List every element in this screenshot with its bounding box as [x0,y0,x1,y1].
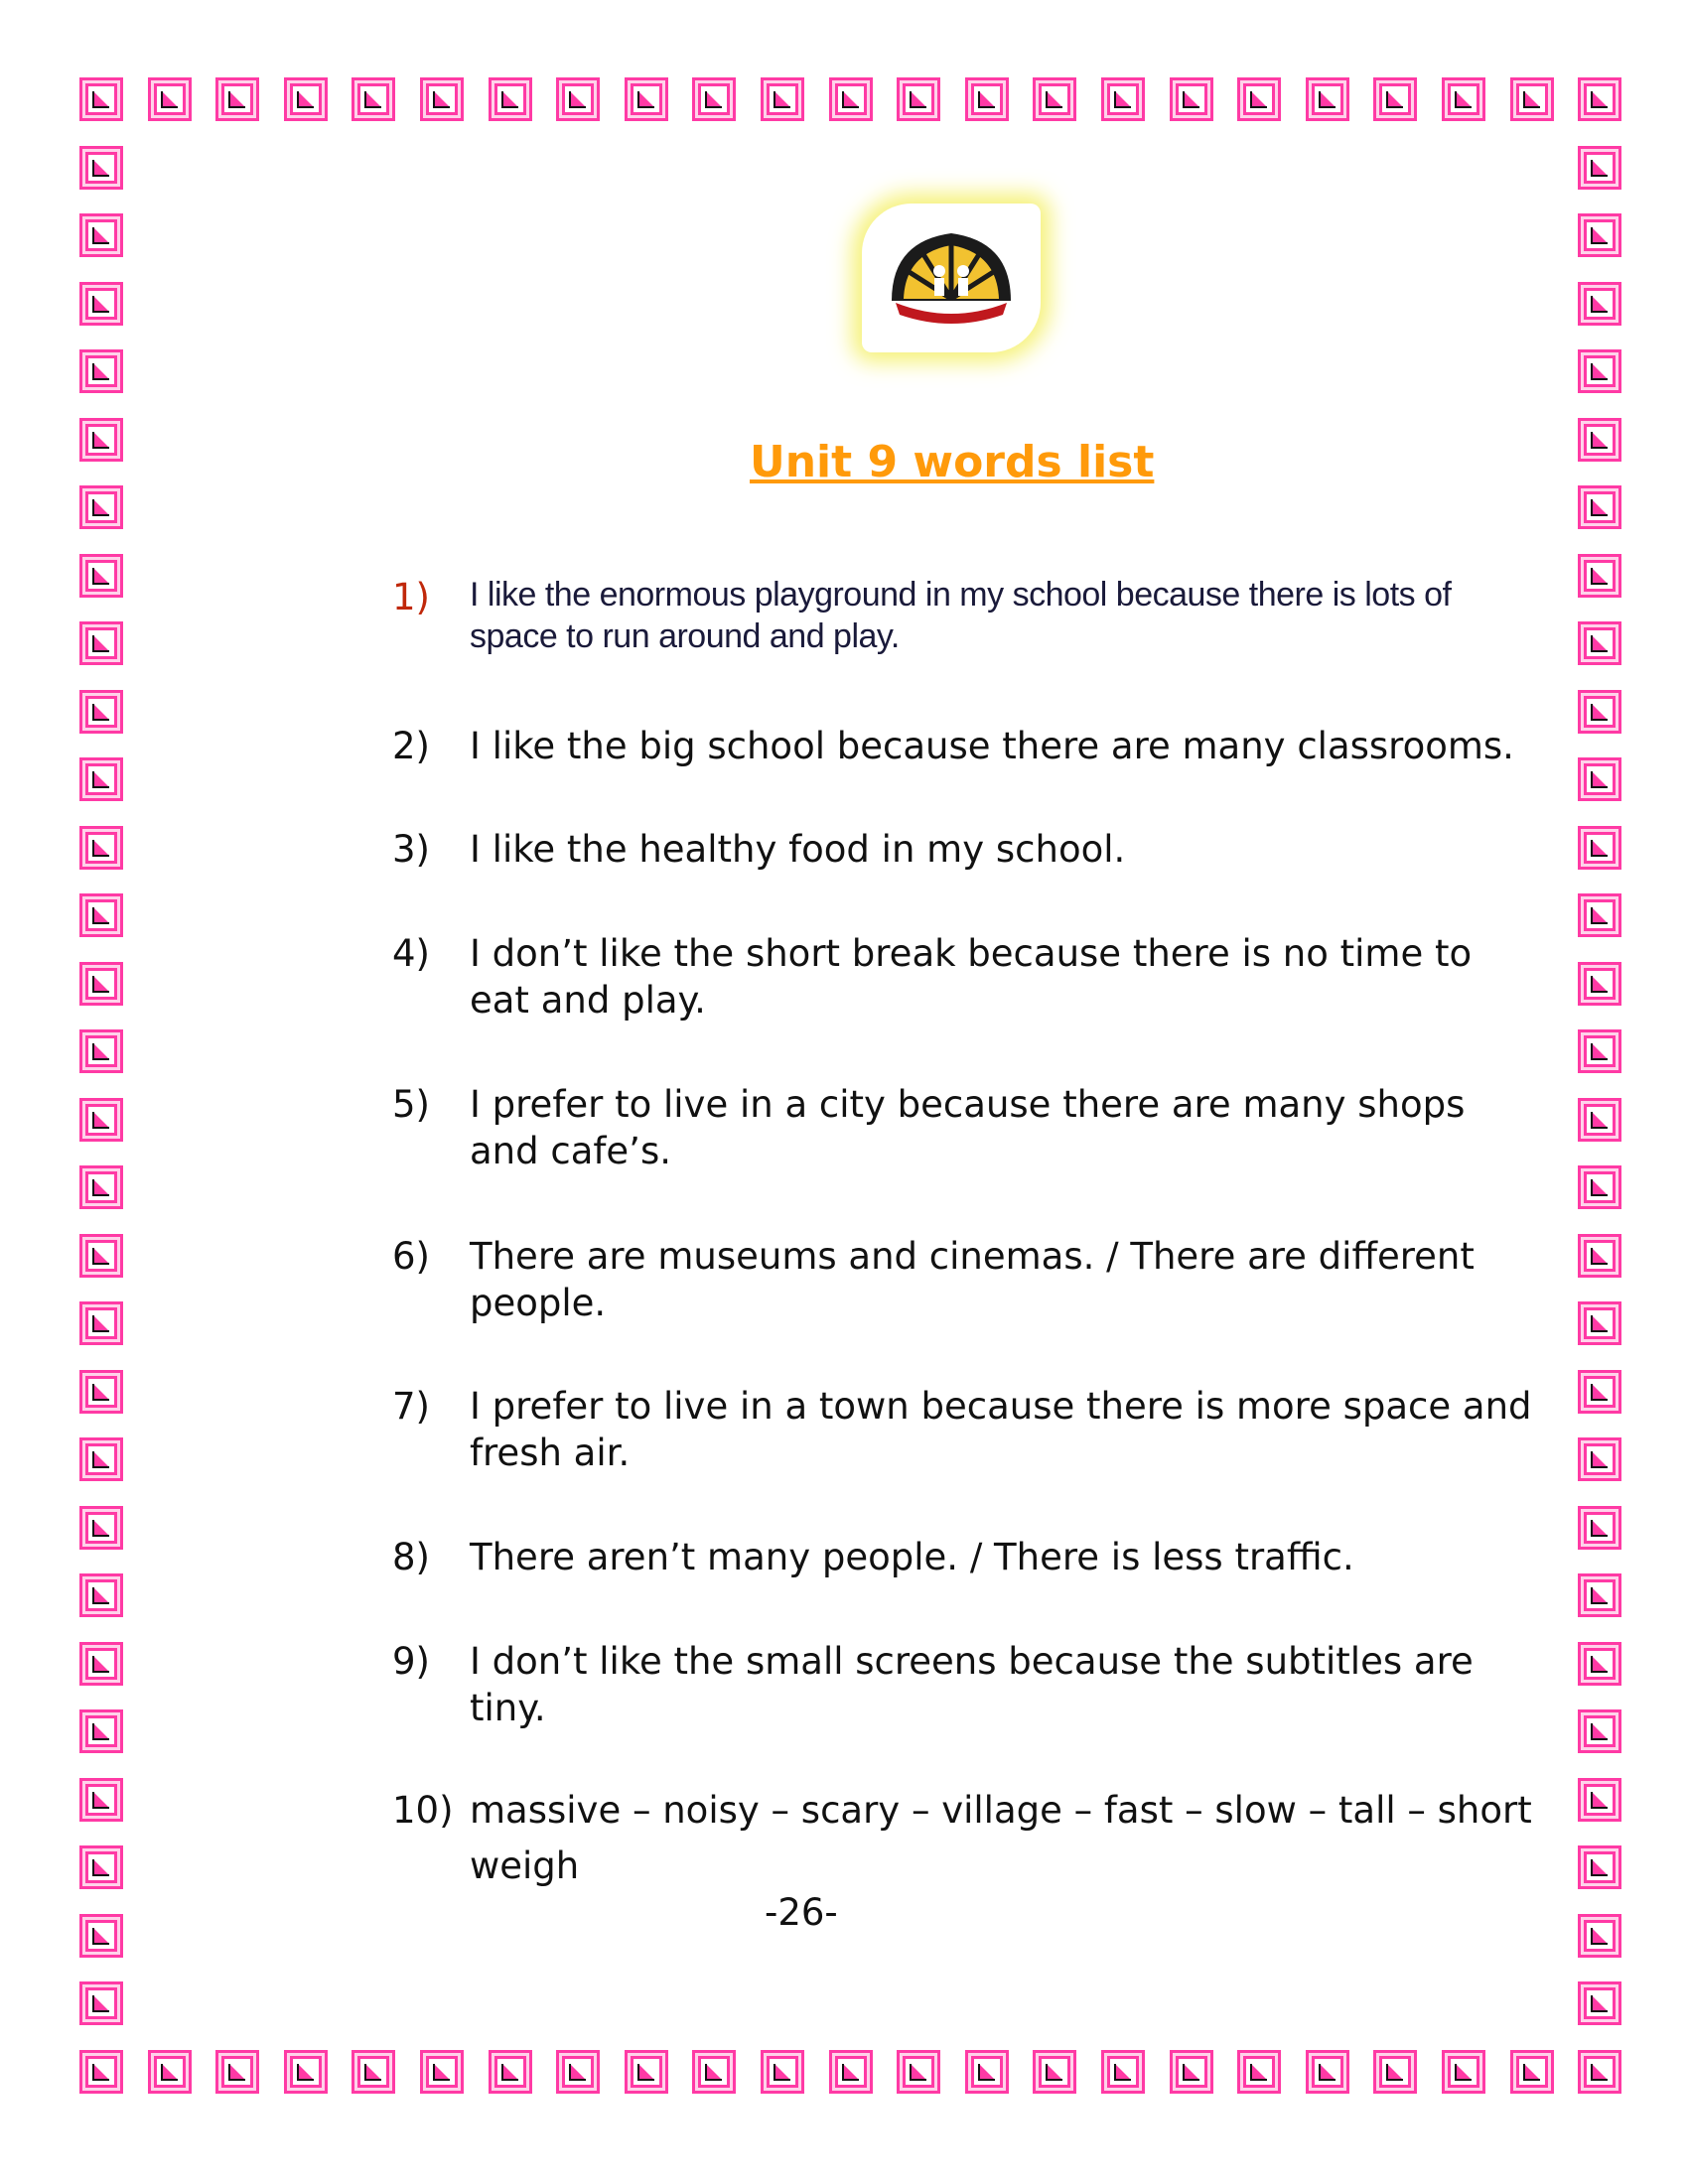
square-diagonal-icon [1578,1437,1621,1481]
square-diagonal-icon [1578,1234,1621,1278]
list-item-text: There are museums and cinemas. / There are different people. [470,1235,1475,1324]
square-diagonal-icon [79,1234,123,1278]
square-diagonal-icon [1578,349,1621,393]
square-diagonal-icon [829,77,873,121]
square-diagonal-icon [1578,826,1621,870]
square-diagonal-icon [1578,1914,1621,1958]
square-diagonal-icon [79,213,123,257]
square-diagonal-icon [79,757,123,801]
square-diagonal-icon [79,1709,123,1753]
square-diagonal-icon [1578,893,1621,937]
square-diagonal-icon [79,962,123,1006]
square-diagonal-icon [1578,213,1621,257]
page-number: -26- [765,1891,838,1934]
square-diagonal-icon [1578,77,1621,121]
list-item-text: I don’t like the small screens because the subtitles are tiny. [470,1640,1474,1729]
square-diagonal-icon [1237,77,1281,121]
square-diagonal-icon [352,2050,395,2094]
square-diagonal-icon [1578,1642,1621,1686]
square-diagonal-icon [1033,2050,1076,2094]
square-diagonal-icon [761,2050,804,2094]
list-item-number: 6) [392,1235,430,1278]
square-diagonal-icon [1578,1573,1621,1617]
square-diagonal-icon [1578,485,1621,529]
square-diagonal-icon [761,77,804,121]
square-diagonal-icon [1170,77,1213,121]
square-diagonal-icon [79,1506,123,1550]
square-diagonal-icon [79,349,123,393]
square-diagonal-icon [79,621,123,665]
square-diagonal-icon [1578,621,1621,665]
square-diagonal-icon [1578,554,1621,598]
list-item-number: 3) [392,828,430,871]
list-item-number: 7) [392,1385,430,1428]
square-diagonal-icon [79,1370,123,1414]
school-logo [862,204,1041,352]
list-item-number: 4) [392,932,430,975]
square-diagonal-icon [79,282,123,326]
list-item-number: 1) [392,576,430,618]
list-item-text: massive – noisy – scary – village – fast – slow – tall – short weigh [470,1789,1532,1887]
square-diagonal-icon [79,554,123,598]
square-diagonal-icon [1578,1165,1621,1209]
square-diagonal-icon [1578,2050,1621,2094]
square-diagonal-icon [1578,1981,1621,2025]
list-item-text: I like the healthy food in my school. [470,828,1126,871]
square-diagonal-icon [1306,2050,1349,2094]
square-diagonal-icon [148,2050,192,2094]
square-diagonal-icon [79,1845,123,1889]
square-diagonal-icon [79,1301,123,1345]
square-diagonal-icon [1578,1778,1621,1822]
square-diagonal-icon [1578,146,1621,190]
square-diagonal-icon [1578,690,1621,734]
square-diagonal-icon [79,485,123,529]
square-diagonal-icon [1170,2050,1213,2094]
square-diagonal-icon [79,1778,123,1822]
square-diagonal-icon [1578,1709,1621,1753]
square-diagonal-icon [1442,77,1485,121]
square-diagonal-icon [1101,77,1145,121]
square-diagonal-icon [79,1914,123,1958]
list-item-number: 10) [392,1789,454,1832]
square-diagonal-icon [420,77,464,121]
square-diagonal-icon [1442,2050,1485,2094]
square-diagonal-icon [79,826,123,870]
list-item-text: I don’t like the short break because there is no time to eat and play. [470,932,1473,1022]
square-diagonal-icon [1578,1098,1621,1142]
square-diagonal-icon [1578,1301,1621,1345]
square-diagonal-icon [1510,2050,1554,2094]
square-diagonal-icon [79,893,123,937]
square-diagonal-icon [79,1573,123,1617]
list-item-text: I prefer to live in a town because there is more space and fresh air. [470,1385,1532,1474]
square-diagonal-icon [965,77,1009,121]
square-diagonal-icon [1373,2050,1417,2094]
square-diagonal-icon [692,77,736,121]
square-diagonal-icon [79,1029,123,1073]
square-diagonal-icon [1578,1370,1621,1414]
square-diagonal-icon [420,2050,464,2094]
square-diagonal-icon [1578,1506,1621,1550]
square-diagonal-icon [352,77,395,121]
page-title: Unit 9 words list [750,437,1155,487]
square-diagonal-icon [79,2050,123,2094]
square-diagonal-icon [79,1165,123,1209]
square-diagonal-icon [1578,962,1621,1006]
square-diagonal-icon [215,77,259,121]
square-diagonal-icon [489,2050,532,2094]
square-diagonal-icon [625,2050,668,2094]
list-item-number: 9) [392,1640,430,1683]
list-item-number: 8) [392,1536,430,1578]
square-diagonal-icon [1578,757,1621,801]
square-diagonal-icon [1578,1029,1621,1073]
square-diagonal-icon [556,77,600,121]
square-diagonal-icon [1306,77,1349,121]
square-diagonal-icon [79,1981,123,2025]
square-diagonal-icon [79,1437,123,1481]
square-diagonal-icon [897,2050,940,2094]
square-diagonal-icon [1101,2050,1145,2094]
square-diagonal-icon [965,2050,1009,2094]
square-diagonal-icon [79,1098,123,1142]
square-diagonal-icon [79,690,123,734]
square-diagonal-icon [829,2050,873,2094]
square-diagonal-icon [897,77,940,121]
square-diagonal-icon [1578,282,1621,326]
square-diagonal-icon [1373,77,1417,121]
square-diagonal-icon [625,77,668,121]
list-item-text: I like the big school because there are many classrooms. [470,725,1514,767]
square-diagonal-icon [556,2050,600,2094]
square-diagonal-icon [489,77,532,121]
square-diagonal-icon [284,77,328,121]
square-diagonal-icon [215,2050,259,2094]
square-diagonal-icon [1033,77,1076,121]
square-diagonal-icon [79,1642,123,1686]
list-item-text: There aren’t many people. / There is less traffic. [470,1536,1354,1578]
square-diagonal-icon [284,2050,328,2094]
list-item-number: 2) [392,725,430,767]
square-diagonal-icon [1578,1845,1621,1889]
list-item-number: 5) [392,1083,430,1126]
square-diagonal-icon [692,2050,736,2094]
square-diagonal-icon [79,146,123,190]
square-diagonal-icon [1237,2050,1281,2094]
list-item-text: I like the enormous playground in my school because there is lots of space to run around and play. [470,576,1452,655]
square-diagonal-icon [1510,77,1554,121]
square-diagonal-icon [148,77,192,121]
list-item-text: I prefer to live in a city because there are many shops and cafe’s. [470,1083,1466,1172]
square-diagonal-icon [79,77,123,121]
school-emblem-icon [882,221,1021,333]
